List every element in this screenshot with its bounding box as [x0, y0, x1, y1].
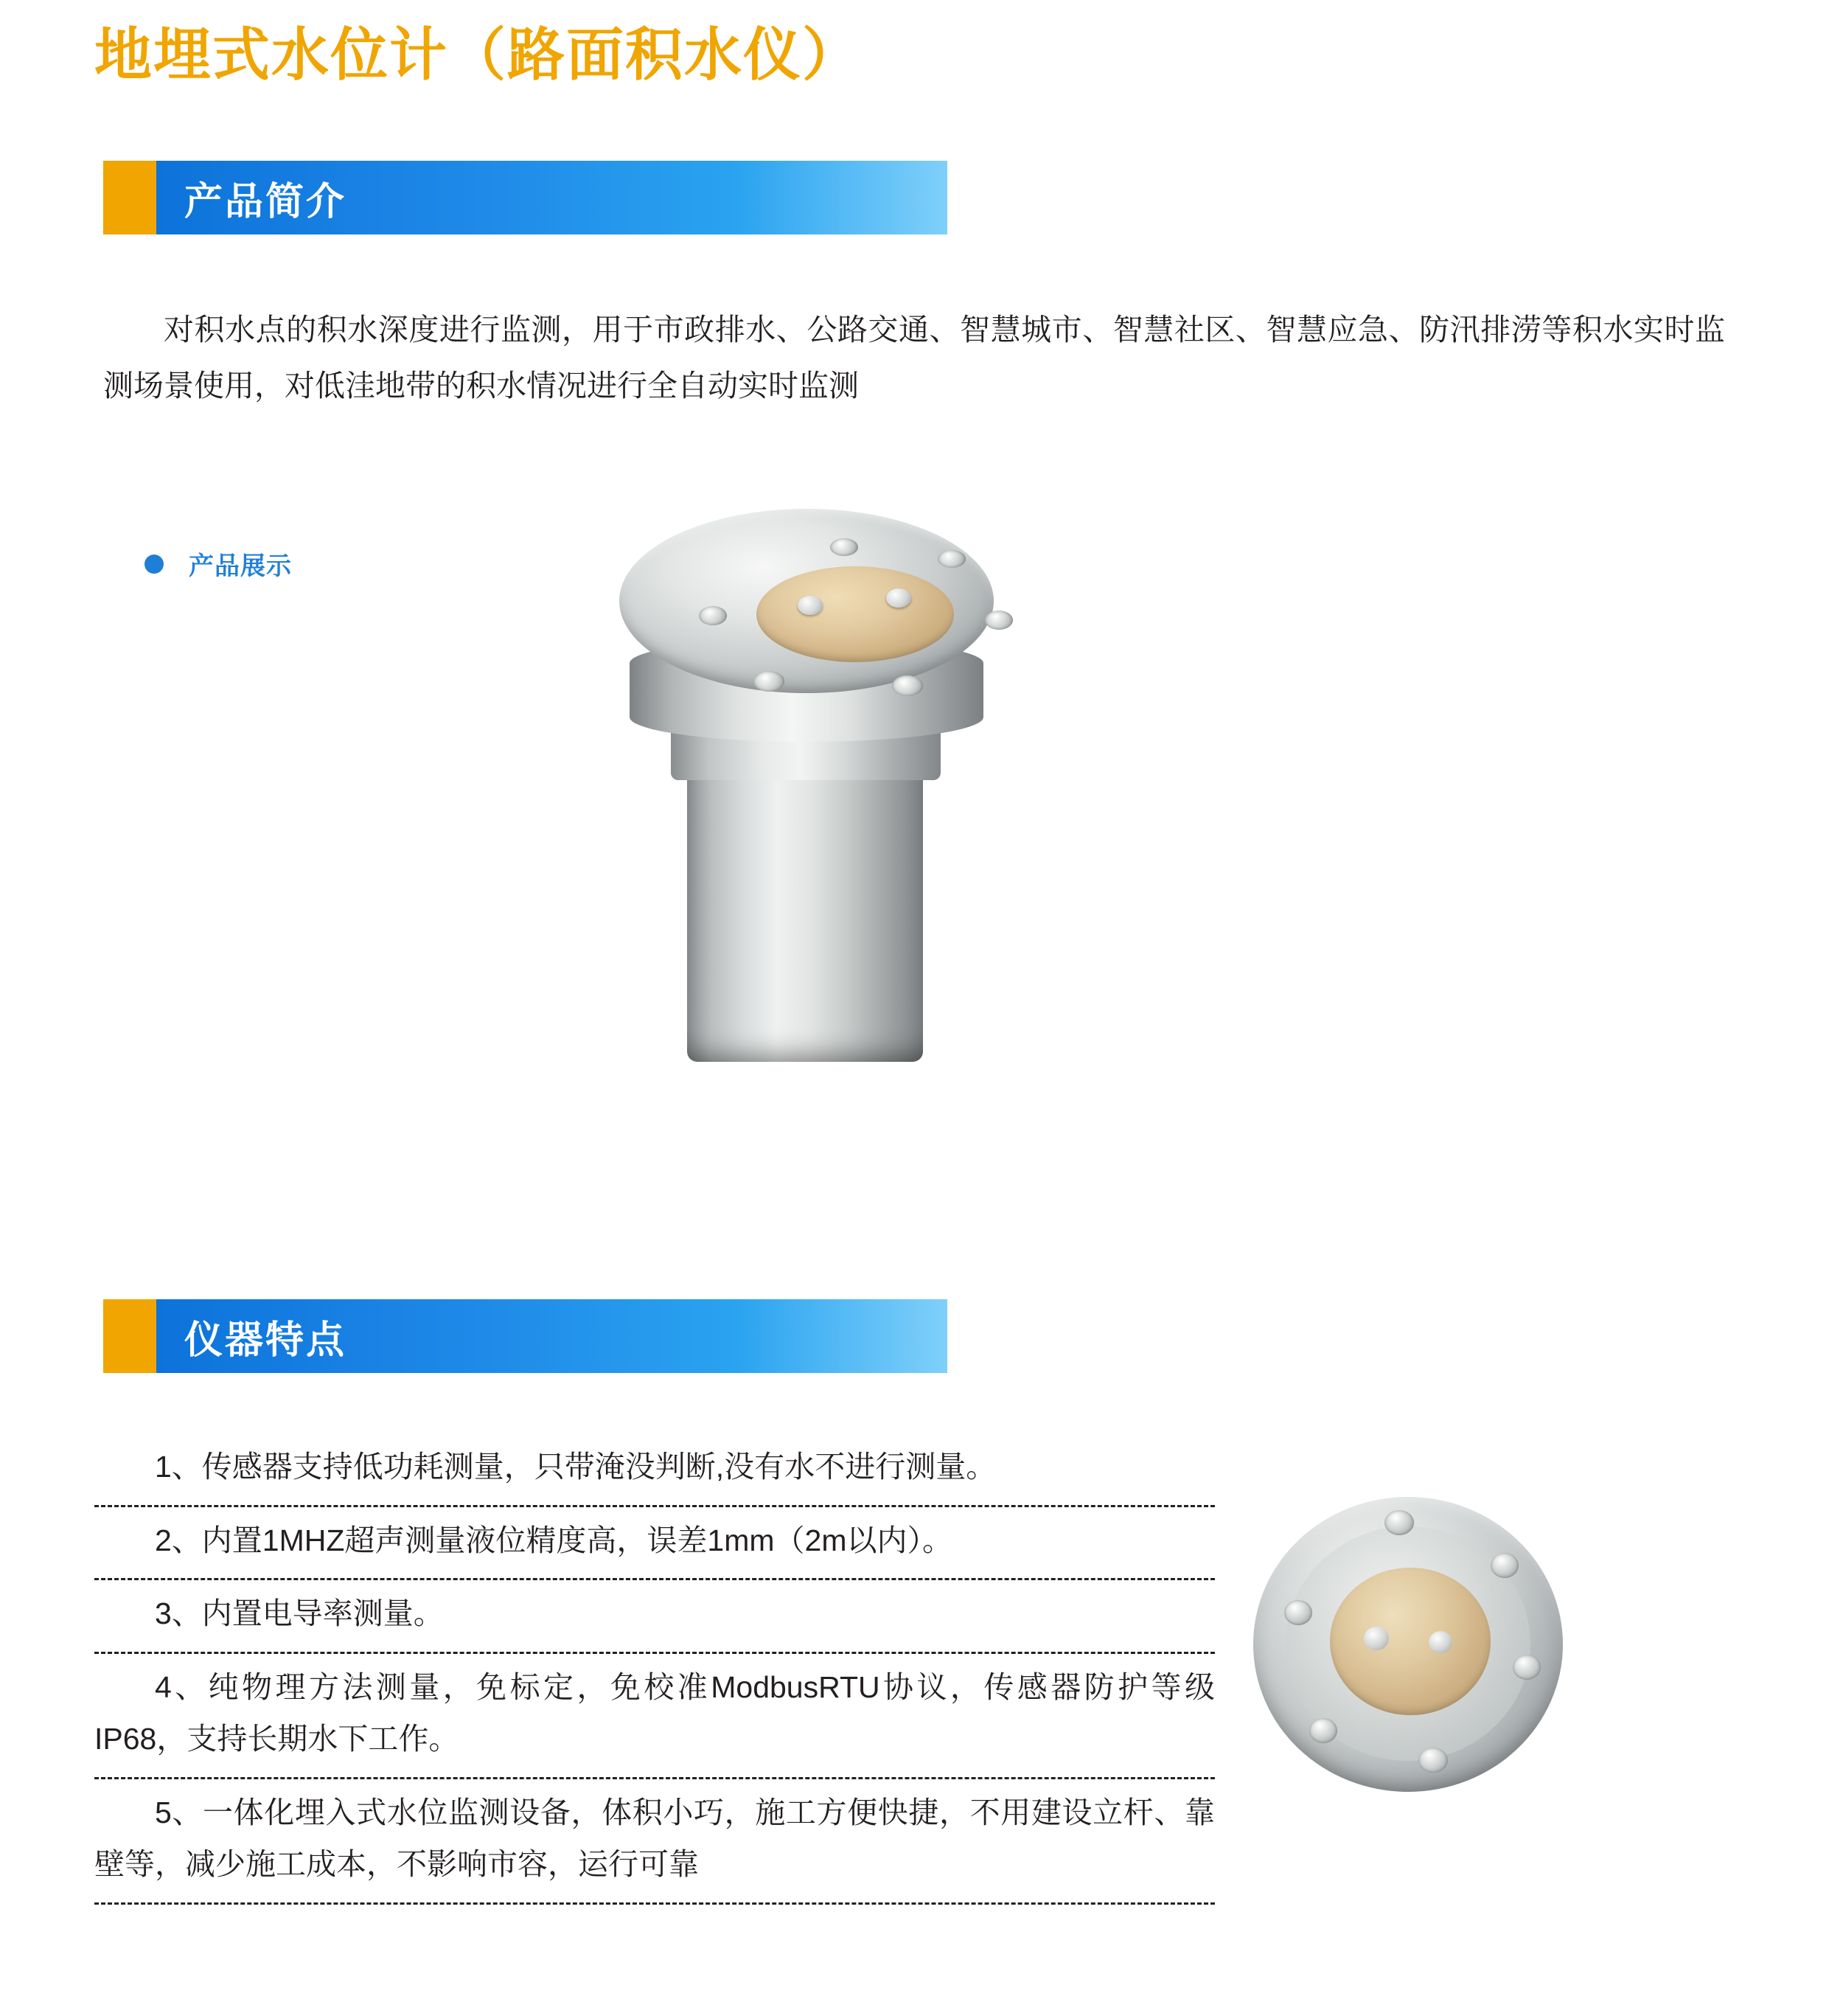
device-top-plate [619, 509, 994, 693]
device-gold-faceplate [1330, 1568, 1491, 1715]
conductivity-sensor-icon [886, 588, 911, 608]
page-title: 地埋式水位计（路面积水仪） [94, 22, 862, 87]
intro-paragraph: 对积水点的积水深度进行监测，用于市政排水、公路交通、智慧城市、智慧社区、智慧应急、防汛排涝等积水实时监测场景使用，对低洼地带的积水情况进行全自动实时监测 [103, 313, 1725, 403]
section-accent-block [103, 1299, 156, 1373]
device-gold-faceplate [756, 566, 954, 662]
feature-list [94, 1438, 1215, 1905]
section-title-features: 仪器特点 [184, 1318, 347, 1362]
ultrasonic-sensor-icon [1364, 1627, 1389, 1650]
bolt-icon [1513, 1655, 1541, 1680]
product-photo-main [568, 487, 1047, 1069]
feature-item: 1、传感器支持低功耗测量，只带淹没判断,没有水不进行测量。 [94, 1438, 1215, 1507]
bolt-icon [1384, 1510, 1414, 1535]
feature-item: 2、内置1MHZ超声测量液位精度高，误差1mm（2m以内）。 [94, 1507, 1215, 1581]
feature-item: 4、纯物理方法测量，免标定，免校准ModbusRTU协议，传感器防护等级IP68，支持长期水下工作。 [94, 1654, 1215, 1779]
feature-item: 5、一体化埋入式水位监测设备，体积小巧，施工方便快捷，不用建设立杆、靠壁等，减少施工成本，不影响市容，运行可靠 [94, 1779, 1215, 1905]
device-top-disc [1253, 1497, 1563, 1792]
section-title-intro: 产品简介 [184, 180, 347, 223]
product-photo-top-view [1253, 1497, 1563, 1807]
bolt-icon [1309, 1718, 1337, 1743]
bolt-icon [985, 611, 1013, 630]
bolt-icon [753, 671, 784, 692]
bullet-dot-icon [144, 555, 164, 574]
bolt-icon [938, 550, 966, 568]
device-body-cylinder [687, 767, 923, 1062]
bolt-icon [830, 538, 858, 556]
ultrasonic-sensor-icon [798, 596, 823, 615]
product-display-label [144, 546, 292, 582]
bolt-icon [1284, 1600, 1312, 1625]
feature-item: 3、内置电导率测量。 [94, 1580, 1215, 1654]
bolt-icon [1418, 1748, 1448, 1773]
bolt-icon [699, 606, 727, 625]
bolt-icon [892, 675, 923, 696]
section-header-intro [103, 161, 947, 234]
section-accent-block [103, 161, 156, 234]
conductivity-sensor-icon [1429, 1631, 1452, 1653]
bolt-icon [1491, 1553, 1519, 1578]
product-display-text: 产品展示 [189, 552, 292, 580]
section-header-features [103, 1299, 947, 1373]
